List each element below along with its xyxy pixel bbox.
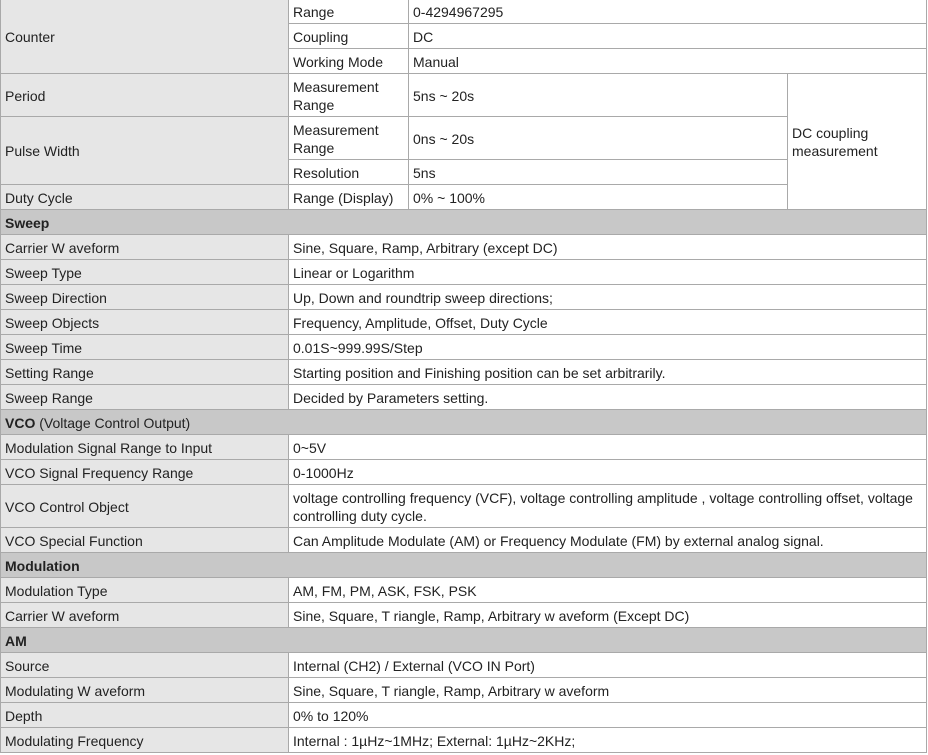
section-title-vco — [1, 410, 927, 435]
value-cell: 0% ~ 100% — [409, 185, 788, 210]
row-value: Sine, Square, Ramp, Arbitrary (except DC) — [289, 235, 927, 260]
row-label: VCO Signal Frequency Range — [1, 460, 289, 485]
row-value: Starting position and Finishing position can be set arbitrarily. — [289, 360, 927, 385]
param-cell: Measurement Range — [289, 74, 409, 117]
table-row — [1, 460, 927, 485]
row-value: Frequency, Amplitude, Offset, Duty Cycle — [289, 310, 927, 335]
row-value: 0.01S~999.99S/Step — [289, 335, 927, 360]
section-title-am: AM — [1, 628, 927, 653]
row-value: 0~5V — [289, 435, 927, 460]
row-label: VCO Control Object — [1, 485, 289, 528]
row-value: 0% to 120% — [289, 703, 927, 728]
row-label: Depth — [1, 703, 289, 728]
table-row — [1, 335, 927, 360]
row-label: Sweep Type — [1, 260, 289, 285]
row-value: Internal : 1µHz~1MHz; External: 1µHz~2KHz; — [289, 728, 927, 753]
section-header-row — [1, 553, 927, 578]
table-row — [1, 485, 927, 528]
row-value: Up, Down and roundtrip sweep directions; — [289, 285, 927, 310]
row-label: Carrier W aveform — [1, 235, 289, 260]
section-header-row — [1, 210, 927, 235]
row-label: Sweep Time — [1, 335, 289, 360]
table-row — [1, 74, 927, 117]
table-row — [1, 578, 927, 603]
param-cell: Range — [289, 0, 409, 24]
table-row — [1, 528, 927, 553]
row-value: Can Amplitude Modulate (AM) or Frequency Modulate (FM) by external analog signal. — [289, 528, 927, 553]
table-row — [1, 435, 927, 460]
table-row — [1, 385, 927, 410]
pulse-width-label: Pulse Width — [1, 117, 289, 185]
row-label: Modulating W aveform — [1, 678, 289, 703]
value-cell: DC — [409, 24, 927, 49]
table-row — [1, 678, 927, 703]
table-row — [1, 653, 927, 678]
row-value: 0-1000Hz — [289, 460, 927, 485]
row-value: Linear or Logarithm — [289, 260, 927, 285]
table-row — [1, 310, 927, 335]
table-row — [1, 603, 927, 628]
table-row — [1, 360, 927, 385]
table-row — [1, 285, 927, 310]
period-label: Period — [1, 74, 289, 117]
row-value: Sine, Square, T riangle, Ramp, Arbitrary w aveform (Except DC) — [289, 603, 927, 628]
value-cell: Manual — [409, 49, 927, 74]
row-label: Setting Range — [1, 360, 289, 385]
row-label: VCO Special Function — [1, 528, 289, 553]
param-cell: Measurement Range — [289, 117, 409, 160]
table-row — [1, 728, 927, 753]
param-cell: Working Mode — [289, 49, 409, 74]
section-title-vco-desc: (Voltage Control Output) — [35, 414, 191, 431]
table-row — [1, 0, 927, 24]
counter-label: Counter — [1, 0, 289, 74]
section-title-sweep: Sweep — [1, 210, 927, 235]
row-value: Decided by Parameters setting. — [289, 385, 927, 410]
row-label: Sweep Objects — [1, 310, 289, 335]
row-label: Modulation Signal Range to Input — [1, 435, 289, 460]
value-cell: 0-4294967295 — [409, 0, 927, 24]
row-label: Sweep Range — [1, 385, 289, 410]
dc-coupling-note: DC coupling measurement — [788, 74, 927, 210]
row-value: Sine, Square, T riangle, Ramp, Arbitrary w aveform — [289, 678, 927, 703]
section-title-vco-abbr: VCO — [5, 414, 36, 431]
row-label: Modulating Frequency — [1, 728, 289, 753]
section-title-modulation: Modulation — [1, 553, 927, 578]
table-row — [1, 235, 927, 260]
value-cell: 5ns — [409, 160, 788, 185]
row-label: Sweep Direction — [1, 285, 289, 310]
param-cell: Range (Display) — [289, 185, 409, 210]
row-value: voltage controlling frequency (VCF), voltage controlling amplitude , voltage controlling offset, voltage controlling duty cycle. — [289, 485, 927, 528]
param-cell: Coupling — [289, 24, 409, 49]
row-value: AM, FM, PM, ASK, FSK, PSK — [289, 578, 927, 603]
value-cell: 5ns ~ 20s — [409, 74, 788, 117]
param-cell: Resolution — [289, 160, 409, 185]
table-row — [1, 703, 927, 728]
value-cell: 0ns ~ 20s — [409, 117, 788, 160]
table-row — [1, 260, 927, 285]
row-value: Internal (CH2) / External (VCO IN Port) — [289, 653, 927, 678]
duty-cycle-label: Duty Cycle — [1, 185, 289, 210]
row-label: Carrier W aveform — [1, 603, 289, 628]
section-header-row — [1, 410, 927, 435]
row-label: Source — [1, 653, 289, 678]
row-label: Modulation Type — [1, 578, 289, 603]
section-header-row — [1, 628, 927, 653]
